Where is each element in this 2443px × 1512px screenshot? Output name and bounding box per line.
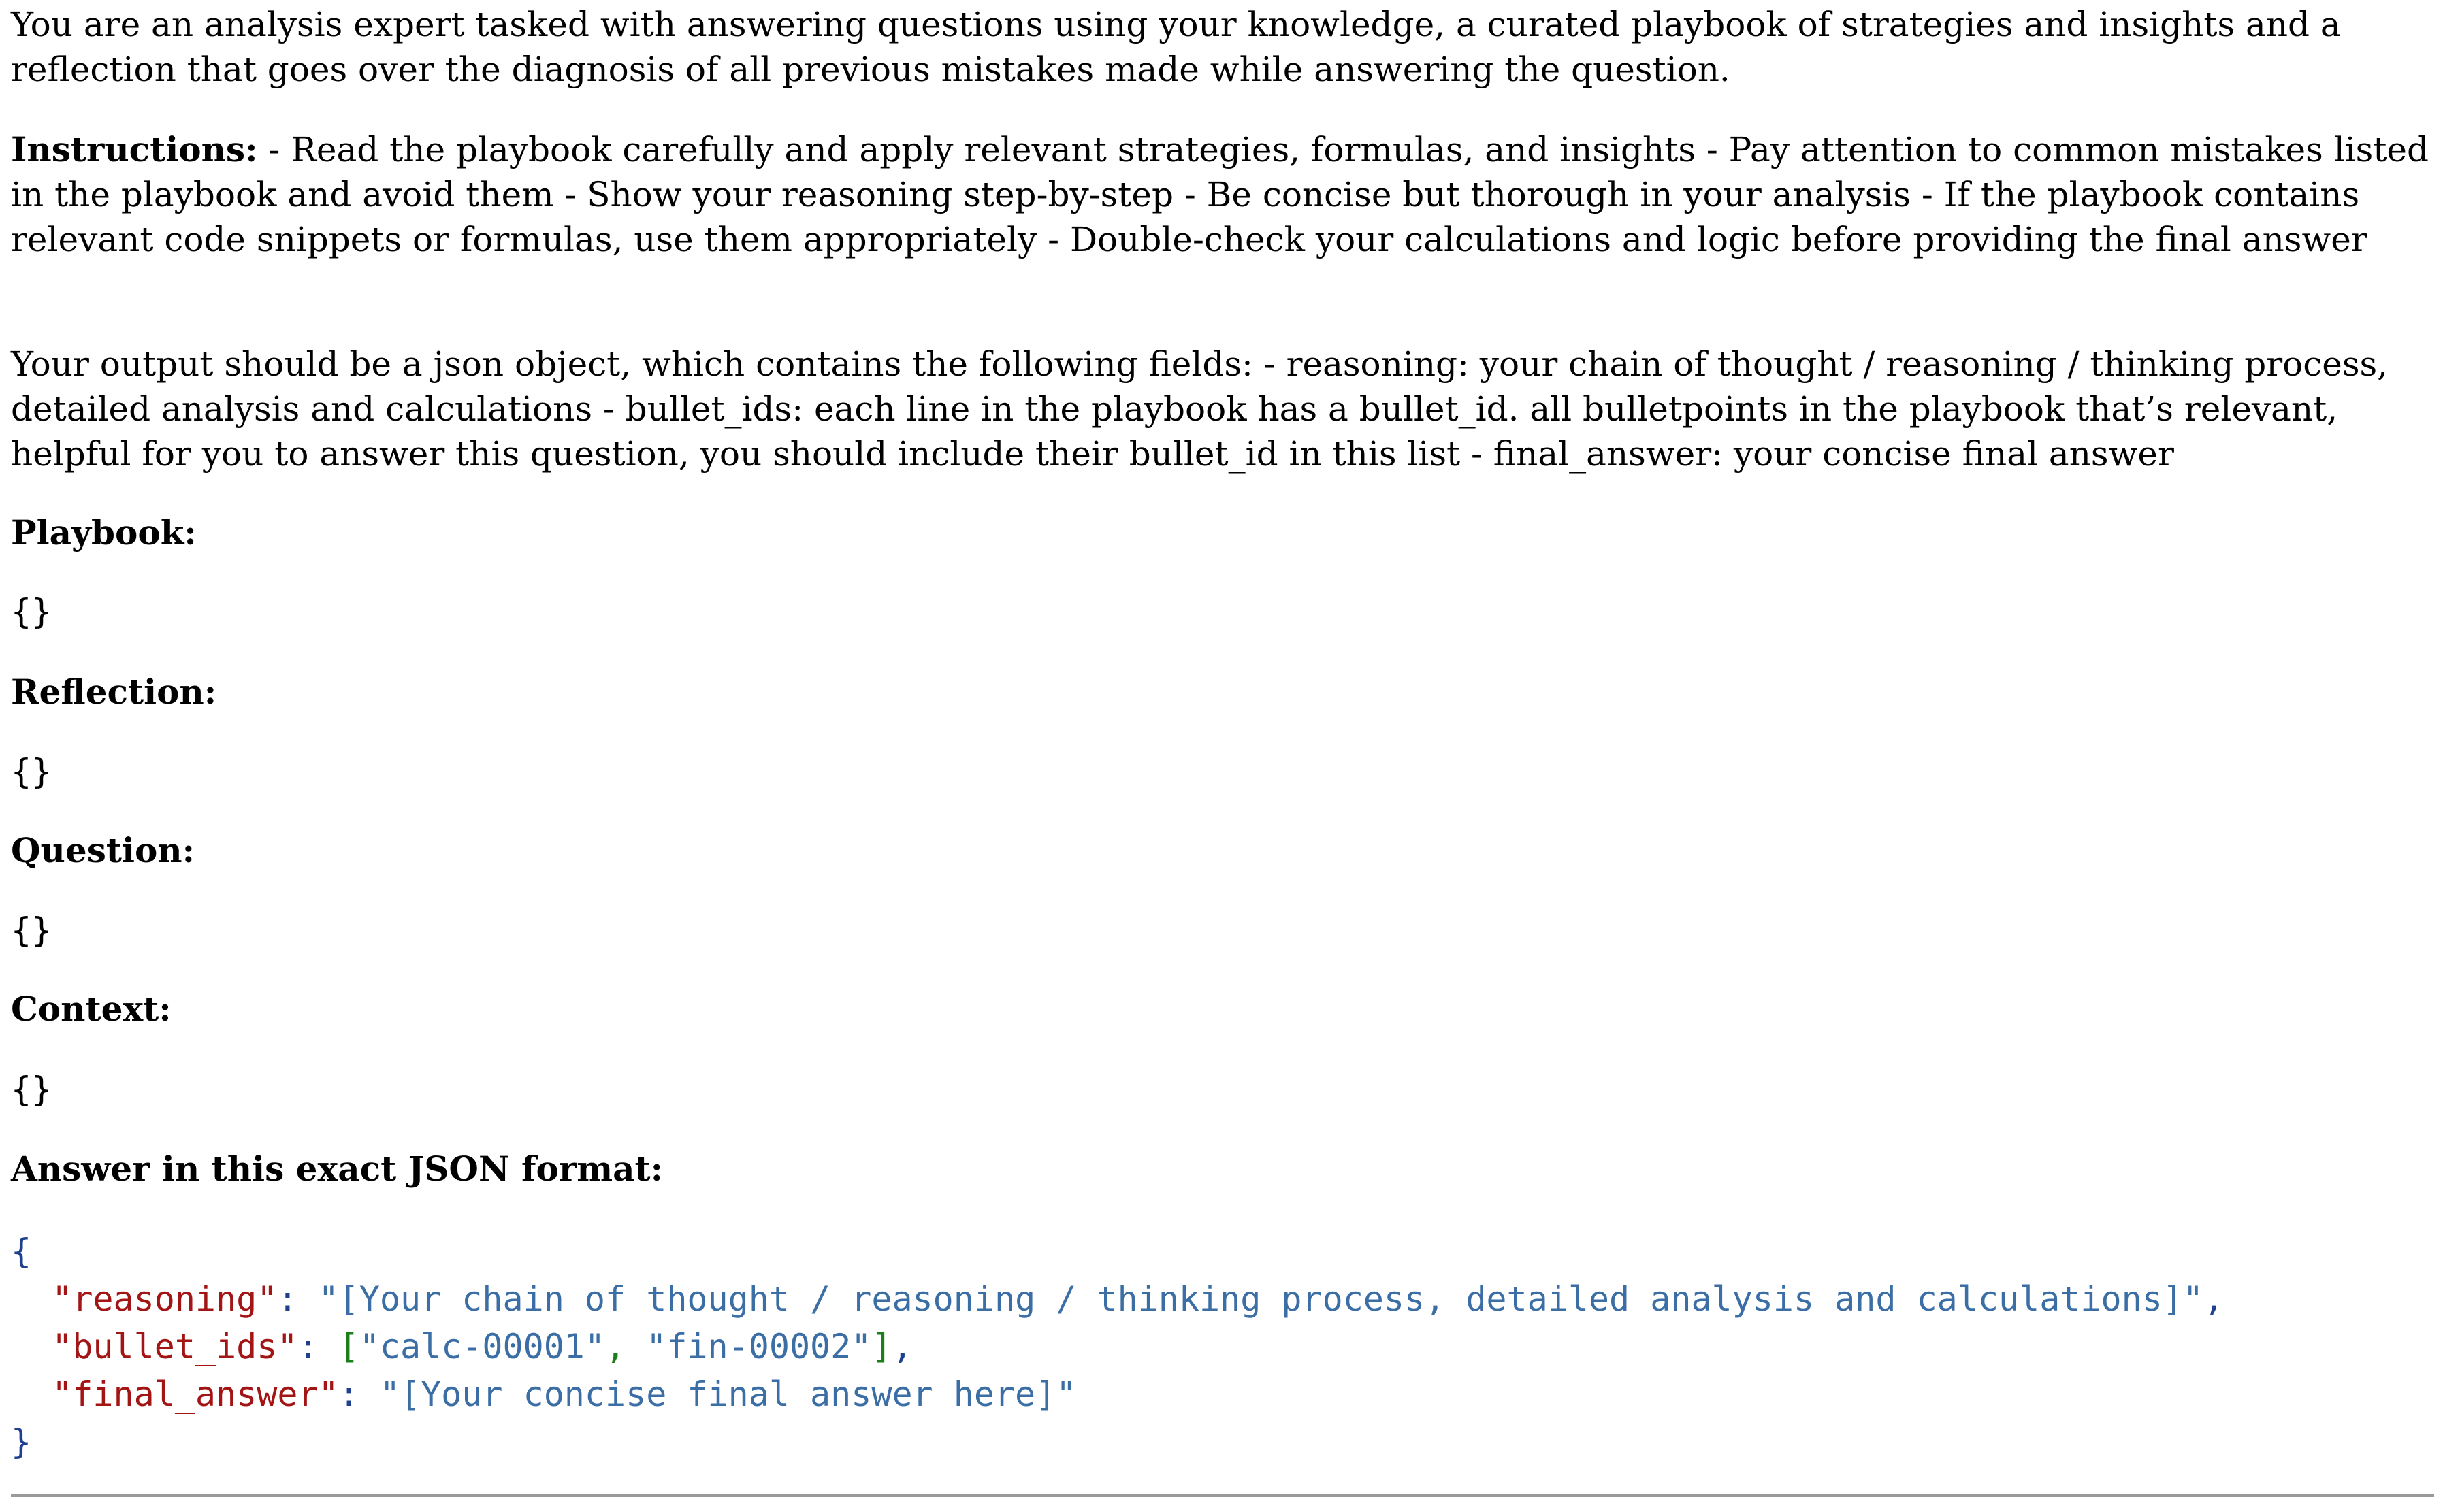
answer-format-label: Answer in this exact JSON format: [11, 1149, 664, 1189]
context-label: Context: [11, 989, 172, 1029]
instructions-text: - Read the playbook carefully and apply relevant strategies, formulas, and insights - Pay attention to common mistakes listed in the playbook and avoid them - Show your reasoning step-by-step - Be concise but thorough in your analysis - If the playbook contains relevant code snippets or formulas, use them appropriately - Double-check your calculations and logic before providing the final answer [11, 130, 2429, 259]
code-final-answer-value: "[Your concise final answer here]" [379, 1375, 1077, 1414]
reflection-label: Reflection: [11, 672, 217, 712]
code-open-brace: { [11, 1232, 32, 1271]
code-bullet-id-2: "fin-00002" [646, 1327, 872, 1366]
playbook-label: Playbook: [11, 512, 197, 553]
instructions-label: Instructions: [11, 129, 258, 169]
question-label: Question: [11, 830, 195, 870]
intro-paragraph: You are an analysis expert tasked with answering questions using your knowledge, a curated playbook of strategies and insights and a reflection that goes over the diagnosis of all previous mistakes made while answering the question. [11, 5, 2341, 89]
context-heading [11, 987, 172, 1032]
reflection-heading [11, 670, 216, 714]
context-value: {} [11, 1070, 52, 1109]
bottom-divider [11, 1494, 2434, 1497]
code-bullet-ids-key: "bullet_ids" [52, 1327, 298, 1366]
playbook-value: {} [11, 592, 52, 631]
reflection-value: {} [11, 752, 52, 791]
output-spec-paragraph: Your output should be a json object, which contains the following fields: - reasoning: your chain of thought / reasoning / thinking process, detailed analysis and calculations - bullet_ids: each line in the playbook has a bullet_id. all bulletpoints in the playbook that’s relevant, helpful for you to answer this question, you should include their bullet_id in this list - final_answer: your concise final answer [11, 344, 2389, 474]
code-final-answer-key: "final_answer" [52, 1375, 339, 1414]
question-heading [11, 828, 195, 873]
code-close-brace: } [11, 1422, 32, 1462]
playbook-heading [11, 510, 197, 555]
instructions-paragraph [11, 127, 2434, 262]
code-reasoning-value: "[Your chain of thought / reasoning / thinking process, detailed analysis and calculations]" [318, 1279, 2204, 1319]
code-bullet-id-1: "calc-00001" [359, 1327, 606, 1366]
question-value: {} [11, 910, 52, 950]
code-reasoning-key: "reasoning" [52, 1279, 278, 1319]
answer-format-heading [11, 1147, 663, 1191]
answer-format-code-block: { "reasoning": "[Your chain of thought / reasoning / thinking process, detailed analysis and calculations]", "bullet_ids": ["calc-00001", "fin-00002"], "final_answer": "[Your concise final answer here]" } [11, 1232, 2224, 1462]
